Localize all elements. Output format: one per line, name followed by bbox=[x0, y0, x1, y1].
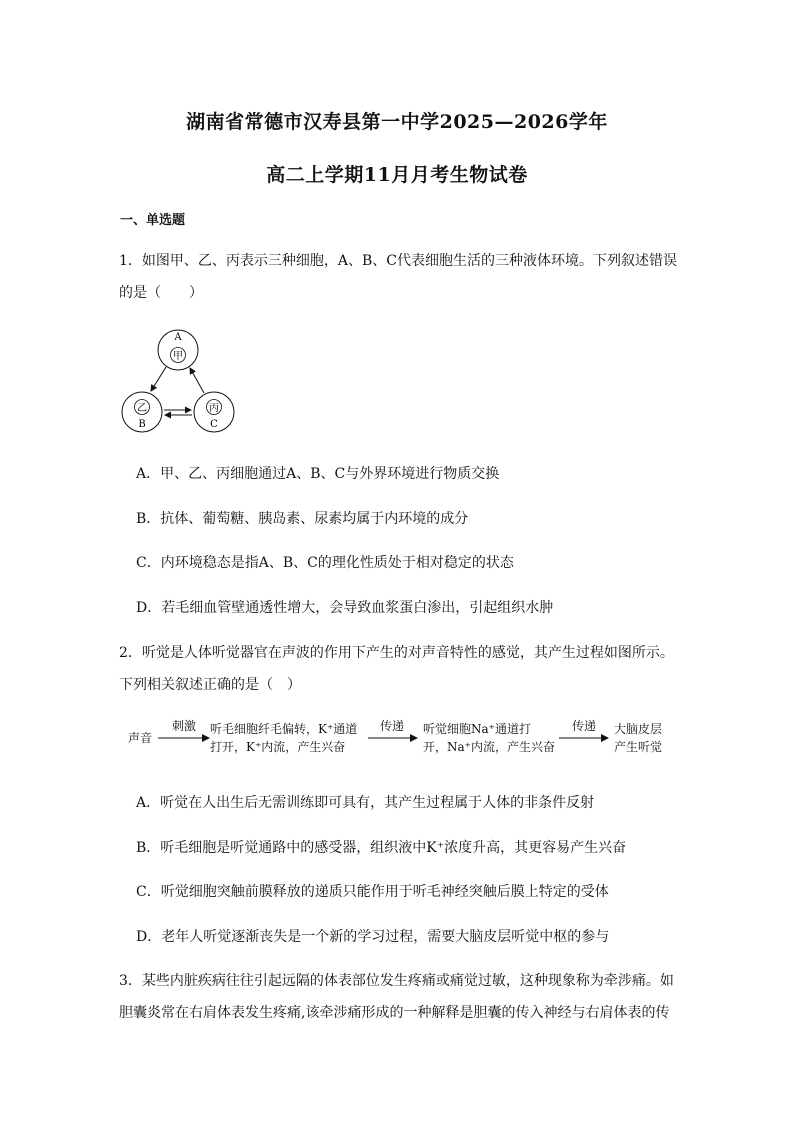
flow-arrow2 bbox=[368, 734, 418, 742]
flow-box2-line2: 开，Na⁺内流，产生兴奋 bbox=[423, 740, 555, 754]
node-yi-label: 乙 bbox=[137, 403, 147, 414]
node-jia-label: 甲 bbox=[173, 351, 183, 362]
question-2-stem-line2: 下列相关叙述正确的是（ ） bbox=[119, 677, 301, 693]
node-a-label: A bbox=[174, 332, 182, 343]
question-2-option-d: D．老年人听觉逐渐丧失是一个新的学习过程，需要大脑皮层听觉中枢的参与 bbox=[136, 929, 610, 945]
flow-box2-line1: 听觉细胞Na⁺通道打 bbox=[423, 722, 531, 736]
flow-start: 声音 bbox=[128, 731, 153, 745]
question-1-stem-line2: 的是（ ） bbox=[119, 285, 203, 301]
question-2-option-a: A．听觉在人出生后无需训练即可具有，其产生过程属于人体的非条件反射 bbox=[136, 795, 595, 811]
question-1-option-d: D．若毛细血管壁通透性增大，会导致血浆蛋白渗出，引起组织水肿 bbox=[136, 600, 554, 616]
flow-box1-line2: 打开，K⁺内流，产生兴奋 bbox=[210, 740, 346, 754]
flow-arrow1 bbox=[158, 734, 210, 742]
question-1-option-b: B．抗体、葡萄糖、胰岛素、尿素均属于内环境的成分 bbox=[136, 511, 469, 527]
node-c-label: C bbox=[210, 419, 218, 430]
question-1-figure bbox=[118, 326, 238, 436]
question-1-stem bbox=[119, 245, 679, 309]
flow-arrow3-label: 传递 bbox=[571, 719, 596, 733]
flow-arrow3 bbox=[559, 734, 609, 742]
question-2-option-c: C．听觉细胞突触前膜释放的递质只能作用于听毛神经突触后膜上特定的受体 bbox=[136, 884, 609, 900]
question-3-stem-line1: 3．某些内脏疾病往往引起远隔的体表部位发生疼痛或痛觉过敏，这种现象称为牵涉痛。如 bbox=[119, 973, 674, 989]
flow-box1-line1: 听毛细胞纤毛偏转，K⁺通道 bbox=[210, 722, 358, 736]
question-2-option-b: B．听毛细胞是听觉通路中的感受器，组织液中K⁺浓度升高，其更容易产生兴奋 bbox=[136, 840, 627, 856]
flow-end-line2: 产生听觉 bbox=[614, 740, 663, 754]
question-2-stem bbox=[119, 637, 679, 701]
flow-arrow2-label: 传递 bbox=[379, 719, 404, 733]
section-heading: 一、单选题 bbox=[120, 213, 186, 228]
arrow-c-to-a bbox=[190, 368, 204, 393]
exam-title-line2: 高二上学期11月月考生物试卷 bbox=[266, 164, 528, 186]
node-bing-label: 丙 bbox=[209, 403, 219, 414]
flow-arrow1-label: 刺激 bbox=[171, 719, 196, 733]
question-3-stem-line2: 胆囊炎常在右肩体表发生疼痛,该牵涉痛形成的一种解释是胆囊的传入神经与右肩体表的传 bbox=[119, 1005, 670, 1021]
question-1-option-c: C．内环境稳态是指A、B、C的理化性质处于相对稳定的状态 bbox=[136, 555, 514, 571]
arrow-a-to-b bbox=[151, 367, 166, 391]
question-3-stem bbox=[119, 965, 679, 1029]
question-2-stem-line1: 2．听觉是人体听觉器官在声波的作用下产生的对声音特性的感觉，其产生过程如图所示。 bbox=[119, 645, 674, 661]
question-2-figure bbox=[126, 718, 666, 758]
question-1-option-a: A．甲、乙、丙细胞通过A、B、C与外界环境进行物质交换 bbox=[136, 466, 500, 482]
question-1-stem-line1: 1．如图甲、乙、丙表示三种细胞，A、B、C代表细胞生活的三种液体环境。下列叙述错误 bbox=[119, 253, 678, 269]
node-b-label: B bbox=[138, 419, 146, 430]
exam-title-line1: 湖南省常德市汉寿县第一中学2025—2026学年 bbox=[186, 111, 608, 133]
flow-end-line1: 大脑皮层 bbox=[614, 722, 663, 736]
